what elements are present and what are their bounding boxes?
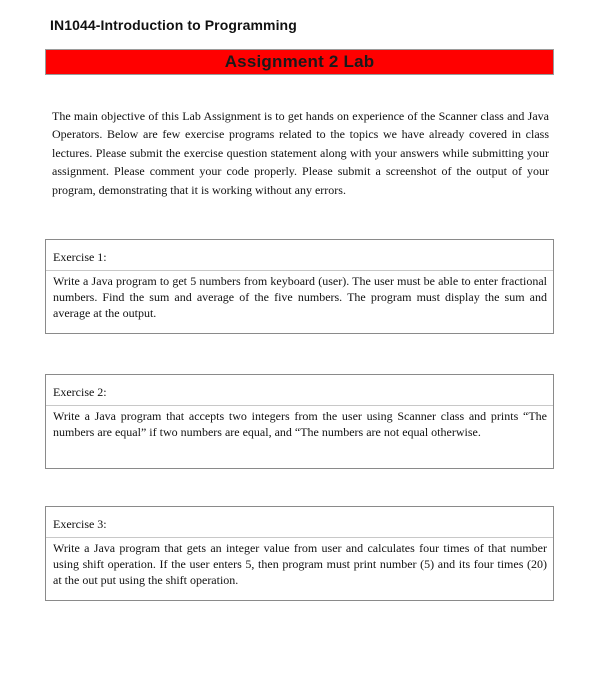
exercise-1-divider <box>46 270 553 271</box>
exercise-2-label: Exercise 2: <box>53 385 107 399</box>
assignment-banner <box>45 49 554 75</box>
exercise-2-text: Write a Java program that accepts two integers from the user using Scanner class and prints “The numbers are equal” if two numbers are equal, and “The numbers are not equal otherwise. <box>53 409 547 439</box>
exercise-2-divider <box>46 405 553 406</box>
exercise-1-text: Write a Java program to get 5 numbers from keyboard (user). The user must be able to enter fractional numbers. Find the sum and average of the five numbers. The program must display the sum and average at the output. <box>53 274 547 320</box>
exercise-1-label: Exercise 1: <box>53 250 107 264</box>
exercise-3-box <box>45 506 554 601</box>
exercise-3-label: Exercise 3: <box>53 517 107 531</box>
course-title: IN1044-Introduction to Programming <box>50 17 297 33</box>
exercise-1-box <box>45 239 554 334</box>
assignment-title: Assignment 2 Lab <box>224 52 375 71</box>
intro-paragraph: The main objective of this Lab Assignment is to get hands on experience of the Scanner class and Java Operators. Below are few exercise programs related to the topics we have already covered in class lectures. Please submit the exercise question statement along with your answers while submitting your assignment. Please comment your code properly. Please submit a screenshot of the output of your program, demonstrating that it is working without any errors. <box>52 109 549 197</box>
exercise-3-text: Write a Java program that gets an integer value from user and calculates four times of that number using shift operation. If the user enters 5, then program must print number (5) and its four times (20) at the out put using the shift operation. <box>53 541 547 587</box>
exercise-3-divider <box>46 537 553 538</box>
exercise-2-box <box>45 374 554 469</box>
